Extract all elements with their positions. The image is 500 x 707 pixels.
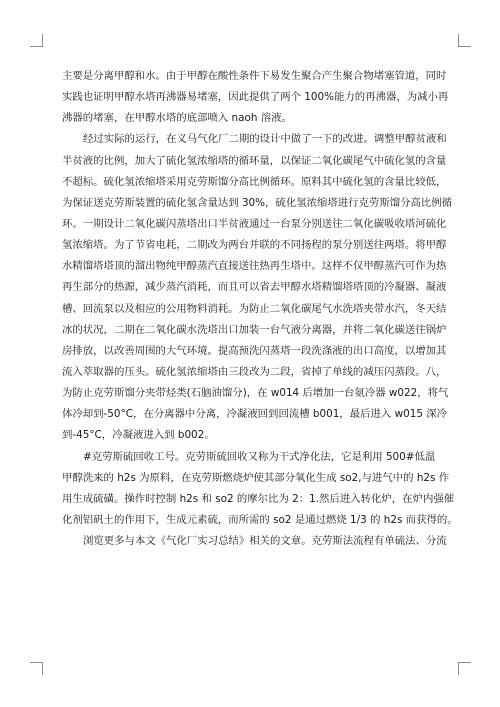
- text-line: 房排放，以改善周围的大气环境。提高预洗闪蒸塔一段洗涤液的出口高度，以增加其: [62, 344, 447, 357]
- text-line: 沸器的堵塞，在甲醇水塔的底部喷入 naoh 溶液。: [62, 112, 292, 125]
- text-line: 实践也证明甲醇水塔再沸器易堵塞，因此提供了两个 100%能力的再沸器，为减小再: [62, 91, 449, 104]
- text-line: 环。一期设计二氧化碳闪蒸塔出口半贫液通过一台泵分别送往二氧化碳吸收塔河硫化: [62, 217, 447, 230]
- crop-mark-bottom-left: [30, 662, 43, 675]
- text-line: 冰的状况，二期在二氧化碳水洗塔出口加装一台气液分离器，并将二氧化碳送往锅炉: [62, 323, 447, 336]
- text-line: 氢浓缩塔。为了节省电耗，二期改为两台并联的不同扬程的泵分别送往两塔。将甲醇: [62, 239, 447, 252]
- text-line: 到-45°C，冷凝液进入到 b002。: [62, 429, 215, 442]
- crop-mark-top-left: [30, 34, 43, 47]
- text-line: 半贫液的比例，加大了硫化氢浓缩塔的循环量，以保证二氧化碳尾气中硫化氢的含量: [62, 154, 447, 167]
- text-line: 水精馏塔塔顶的溜出物纯甲醇蒸汽直接送往热再生塔中。这样不仅甲醇蒸汽可作为热: [62, 260, 447, 273]
- crop-mark-top-right: [458, 34, 471, 47]
- text-line: 用生成硫磺。操作时控制 h2s 和 so2 的摩尔比为 2：1.然后进入转化炉，在炉内强催: [62, 492, 455, 505]
- text-line: #克劳斯硫回收工号。克劳斯硫回收又称为干式净化法，它是利用 500#低温: [83, 450, 436, 463]
- crop-mark-bottom-right: [458, 662, 471, 675]
- text-line: 为保证送克劳斯装置的硫化氢含量达到 30%，硫化氢浓缩塔进行克劳斯馏分高比例循: [62, 196, 453, 209]
- text-line: 槽、回流泵以及相应的公用物料消耗。为防止二氧化碳尾气水洗塔夹带水汽，冬天结: [62, 302, 447, 315]
- text-line: 为防止克劳斯馏分夹带烃类(石脑油馏分)，在 w014 后增加一台氨冷器 w022，将气: [62, 387, 449, 400]
- text-line: 体冷却到-50°C，在分离器中分离，冷凝液回到回流槽 b001，最后进入 w015 深冷: [62, 408, 448, 421]
- text-line: 主要是分离甲醇和水。由于甲醇在酸性条件下易发生聚合产生聚合物堵塞管道，同时: [62, 70, 447, 82]
- text-line: 流入萃取器的压头。硫化氢浓缩塔由三段改为二段，省掉了单线的减压闪蒸段。八，: [62, 365, 447, 378]
- document-body: [62, 66, 458, 552]
- text-line: 甲醇洗来的 h2s 为原料，在克劳斯燃烧炉使其部分氧化生成 so2,与进气中的 h2s 作: [62, 471, 450, 484]
- text-line: 化剂铝矾土的作用下，生成元素硫，而所需的 so2 是通过燃烧 1/3 的 h2s 而获得的。: [62, 513, 458, 526]
- text-line: 浏览更多与本文《气化厂实习总结》相关的文章。克劳斯法流程有单硫法、分流: [83, 535, 447, 548]
- text-line: 经过实际的运行，在义马气化厂二期的设计中做了一下的改进。调整甲醇贫液和: [83, 133, 447, 146]
- text-line: 不超标。硫化氢浓缩塔采用克劳斯馏分高比例循环。原料其中硫化氢的含量比较低，: [62, 175, 447, 188]
- text-line: 再生部分的热源，减少蒸汽消耗，而且可以省去甲醇水塔精馏塔塔顶的冷凝器、凝液: [62, 281, 447, 294]
